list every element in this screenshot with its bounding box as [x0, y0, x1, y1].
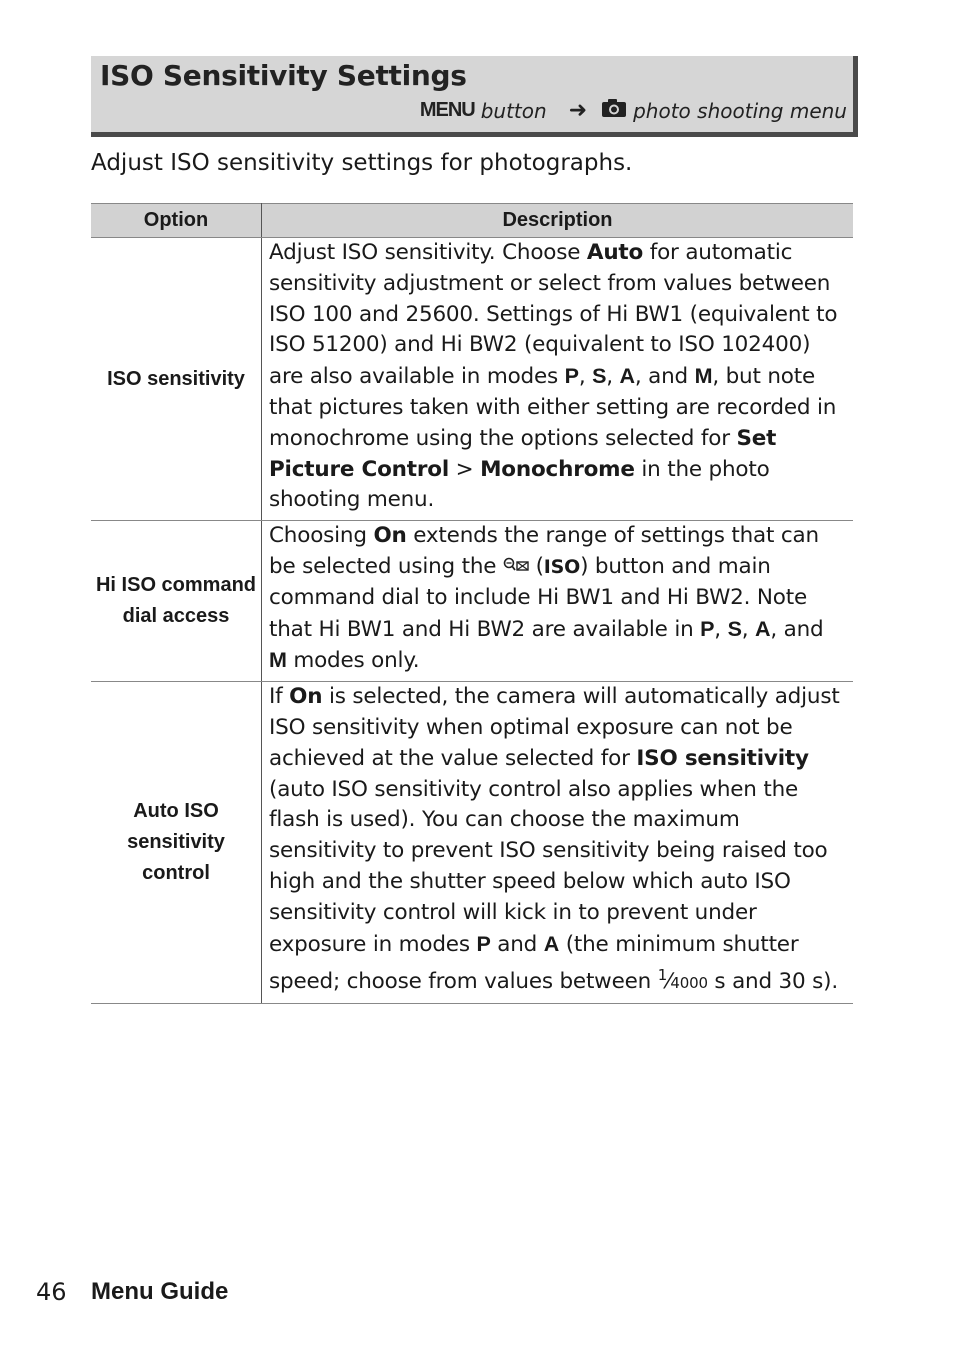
- mode-s: S: [592, 364, 607, 389]
- path-button-text: button: [480, 98, 547, 123]
- section-header: [91, 56, 858, 137]
- path-menu-text: photo shooting menu: [633, 98, 847, 123]
- mode-a: A: [543, 931, 560, 956]
- desc-text: ,: [578, 364, 593, 390]
- page-number: 46: [36, 1278, 67, 1306]
- desc-text: ,: [741, 616, 755, 642]
- column-header-option: Option: [91, 204, 262, 238]
- menu-button-label: MENU: [419, 99, 475, 121]
- mode-a: A: [619, 364, 635, 389]
- option-name: Auto ISO sensitivity control: [91, 682, 262, 1004]
- iso-label: ISO: [543, 555, 581, 578]
- mode-s: S: [727, 616, 742, 641]
- camera-icon: [601, 98, 627, 123]
- page-title: ISO Sensitivity Settings: [100, 59, 467, 92]
- table-row: [91, 682, 853, 1004]
- desc-text: ,: [714, 616, 728, 642]
- mode-m: M: [269, 648, 287, 673]
- desc-text: (: [528, 553, 544, 579]
- desc-text: Choosing: [269, 523, 374, 549]
- option-description: [262, 238, 854, 521]
- desc-text: ,: [606, 364, 620, 390]
- section-name: Menu Guide: [91, 1278, 229, 1305]
- desc-text: for automatic sensitivity adjustment or select from values between ISO 100 and 25600. Settings of Hi BW1 (equivalent to ISO 51200) and Hi BW2 (equivalent to ISO 102400) are also available in modes: [269, 240, 838, 390]
- arrow-icon: ➜: [568, 98, 588, 123]
- desc-text: (auto ISO sensitivity control also applies when the flash is used). You can choose the maximum sensitivity to prevent ISO sensitivity being raised too high and the shutter speed below which auto ISO sensitivity control will kick in to prevent under exposure in modes: [269, 776, 828, 957]
- desc-text: , and: [634, 364, 695, 390]
- mode-a: A: [755, 616, 771, 641]
- intro-text: Adjust ISO sensitivity settings for photographs.: [91, 150, 633, 176]
- option-name: ISO sensitivity: [91, 238, 262, 521]
- desc-text: modes only.: [286, 648, 420, 674]
- desc-bold-auto: Auto: [586, 240, 644, 265]
- column-header-description: Description: [262, 204, 854, 238]
- desc-bold-on: On: [289, 684, 323, 710]
- mode-p: P: [564, 364, 579, 389]
- desc-bold-monochrome: Monochrome: [480, 456, 635, 482]
- fraction-slash: ⁄: [667, 969, 671, 995]
- fraction-numerator: 1: [657, 966, 668, 985]
- desc-text: and: [490, 931, 544, 957]
- desc-text: is selected, the camera will automatically adjust ISO sensitivity when optimal exposure can not be achieved at the value selected for: [269, 684, 840, 771]
- option-description: [262, 521, 854, 682]
- mode-m: M: [694, 364, 713, 389]
- table-header-row: [91, 204, 853, 238]
- desc-text: in the photo shooting menu.: [269, 456, 770, 513]
- desc-bold-on: On: [373, 523, 407, 549]
- desc-text: >: [449, 456, 481, 482]
- options-table: [91, 203, 853, 1004]
- mode-p: P: [476, 931, 491, 956]
- desc-bold-iso-sensitivity: ISO sensitivity: [636, 745, 809, 771]
- desc-text: , but note that pictures taken with either setting are recorded in monochrome using the options selected for: [269, 364, 837, 451]
- desc-text: (the minimum shutter speed; choose from values between: [269, 931, 799, 995]
- option-name: Hi ISO command dial access: [91, 521, 262, 682]
- desc-text: , and: [770, 616, 824, 642]
- iso-button-icon: [503, 554, 529, 579]
- option-description: [262, 682, 854, 1004]
- desc-text: Adjust ISO sensitivity. Choose: [269, 240, 587, 265]
- table-row: [91, 521, 853, 682]
- desc-text: ) button and main command dial to include Hi BW1 and Hi BW2. Note that Hi BW1 and Hi BW2 are available in: [269, 553, 807, 642]
- desc-text: s and 30 s).: [707, 969, 838, 995]
- desc-bold-set-picture-control: Set Picture Control: [269, 425, 777, 482]
- table-row: [91, 238, 853, 521]
- desc-text: If: [269, 684, 290, 710]
- desc-text: extends the range of settings that can be selected using the: [269, 523, 819, 579]
- fraction-denominator: 4000: [670, 974, 708, 993]
- menu-path: [420, 98, 847, 123]
- mode-p: P: [700, 616, 715, 641]
